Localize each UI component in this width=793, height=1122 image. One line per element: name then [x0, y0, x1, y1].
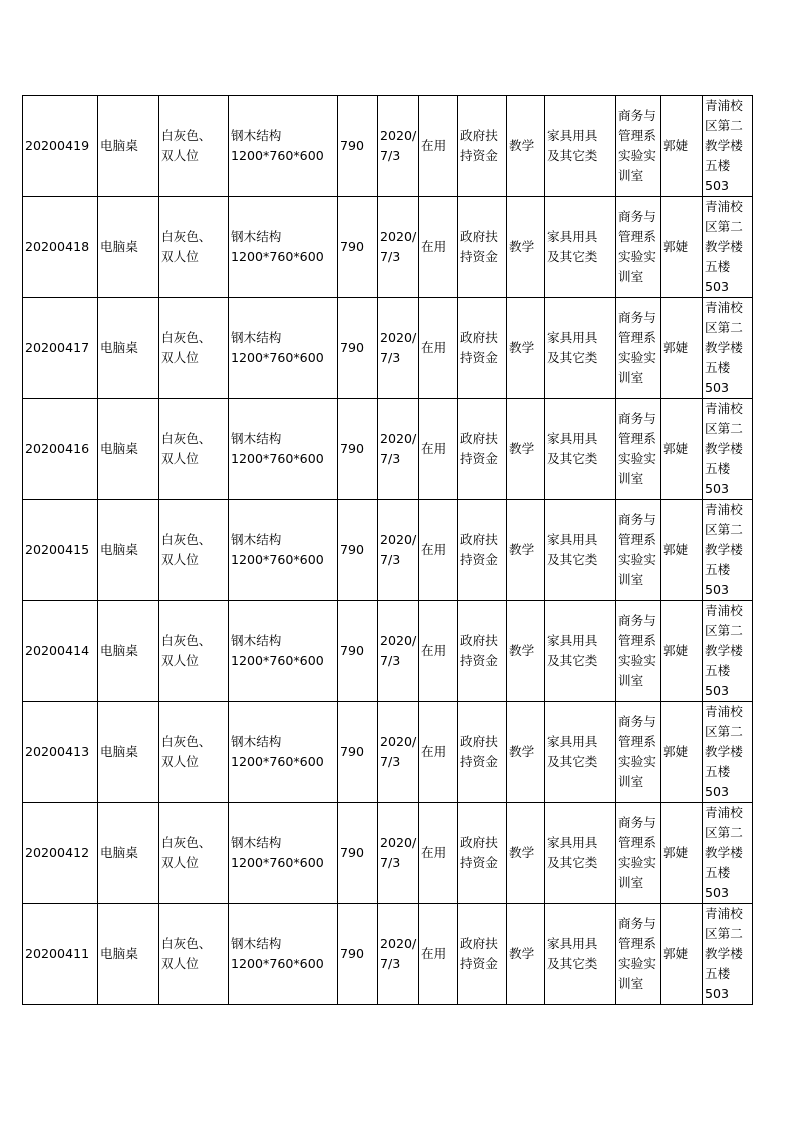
asset-name-cell: [98, 803, 159, 904]
purchase-date-text: 2020/ 7/3: [380, 734, 417, 769]
location-cell: [703, 399, 753, 500]
custodian-text: 郭婕: [663, 239, 689, 254]
price-text: 790: [340, 946, 365, 961]
price-cell: [338, 702, 378, 803]
structure-spec-cell: [229, 601, 338, 702]
structure-spec-text: 钢木结构 1200*760*600: [231, 633, 324, 668]
price-text: 790: [340, 744, 365, 759]
color-spec-cell: [159, 702, 229, 803]
asset-name-text: 电脑桌: [100, 643, 138, 658]
funding-source-text: 政府扶 持资金: [460, 532, 498, 567]
custodian-cell: [661, 298, 703, 399]
asset-id-text: 20200411: [25, 946, 90, 961]
price-cell: [338, 197, 378, 298]
location-cell: [703, 500, 753, 601]
purchase-date-cell: [378, 904, 419, 1005]
usage-text: 教学: [509, 542, 535, 557]
department-cell: [616, 197, 661, 298]
category-text: 家具用具 及其它类: [547, 532, 598, 567]
asset-id-cell: [23, 96, 98, 197]
custodian-cell: [661, 197, 703, 298]
asset-id-text: 20200413: [25, 744, 90, 759]
department-cell: [616, 298, 661, 399]
purchase-date-text: 2020/ 7/3: [380, 633, 417, 668]
purchase-date-text: 2020/ 7/3: [380, 330, 417, 365]
asset-id-text: 20200418: [25, 239, 90, 254]
usage-cell: [507, 298, 545, 399]
price-cell: [338, 399, 378, 500]
location-cell: [703, 702, 753, 803]
department-cell: [616, 904, 661, 1005]
funding-source-cell: [458, 904, 507, 1005]
custodian-cell: [661, 601, 703, 702]
structure-spec-cell: [229, 399, 338, 500]
status-text: 在用: [421, 744, 447, 759]
department-text: 商务与 管理系 实验实 训室: [618, 411, 656, 486]
structure-spec-text: 钢木结构 1200*760*600: [231, 330, 324, 365]
funding-source-text: 政府扶 持资金: [460, 330, 498, 365]
price-text: 790: [340, 441, 365, 456]
department-text: 商务与 管理系 实验实 训室: [618, 916, 656, 991]
structure-spec-cell: [229, 702, 338, 803]
purchase-date-text: 2020/ 7/3: [380, 431, 417, 466]
location-cell: [703, 601, 753, 702]
structure-spec-text: 钢木结构 1200*760*600: [231, 734, 324, 769]
structure-spec-text: 钢木结构 1200*760*600: [231, 835, 324, 870]
funding-source-cell: [458, 298, 507, 399]
asset-id-text: 20200412: [25, 845, 90, 860]
asset-name-cell: [98, 500, 159, 601]
usage-cell: [507, 399, 545, 500]
category-text: 家具用具 及其它类: [547, 835, 598, 870]
location-text: 青浦校 区第二 教学楼 五楼 503: [705, 98, 743, 193]
custodian-cell: [661, 803, 703, 904]
price-cell: [338, 96, 378, 197]
category-cell: [545, 399, 616, 500]
status-cell: [419, 601, 458, 702]
price-text: 790: [340, 239, 365, 254]
asset-id-cell: [23, 197, 98, 298]
price-text: 790: [340, 340, 365, 355]
price-cell: [338, 803, 378, 904]
location-text: 青浦校 区第二 教学楼 五楼 503: [705, 906, 743, 1001]
category-text: 家具用具 及其它类: [547, 633, 598, 668]
table-row: [23, 500, 753, 601]
asset-name-text: 电脑桌: [100, 441, 138, 456]
category-text: 家具用具 及其它类: [547, 229, 598, 264]
price-text: 790: [340, 138, 365, 153]
price-text: 790: [340, 643, 365, 658]
usage-cell: [507, 904, 545, 1005]
structure-spec-cell: [229, 298, 338, 399]
usage-text: 教学: [509, 643, 535, 658]
custodian-text: 郭婕: [663, 946, 689, 961]
purchase-date-cell: [378, 601, 419, 702]
category-cell: [545, 96, 616, 197]
table-row: [23, 399, 753, 500]
custodian-text: 郭婕: [663, 744, 689, 759]
category-text: 家具用具 及其它类: [547, 128, 598, 163]
funding-source-text: 政府扶 持资金: [460, 936, 498, 971]
category-text: 家具用具 及其它类: [547, 936, 598, 971]
table-row: [23, 601, 753, 702]
table-row: [23, 702, 753, 803]
purchase-date-cell: [378, 500, 419, 601]
color-spec-cell: [159, 298, 229, 399]
status-cell: [419, 904, 458, 1005]
structure-spec-cell: [229, 197, 338, 298]
location-cell: [703, 96, 753, 197]
structure-spec-text: 钢木结构 1200*760*600: [231, 128, 324, 163]
department-text: 商务与 管理系 实验实 训室: [618, 512, 656, 587]
custodian-cell: [661, 904, 703, 1005]
usage-text: 教学: [509, 845, 535, 860]
usage-text: 教学: [509, 138, 535, 153]
color-spec-text: 白灰色、双人位: [161, 936, 212, 971]
custodian-text: 郭婕: [663, 643, 689, 658]
status-cell: [419, 96, 458, 197]
asset-name-text: 电脑桌: [100, 340, 138, 355]
asset-id-cell: [23, 399, 98, 500]
status-text: 在用: [421, 542, 447, 557]
category-cell: [545, 601, 616, 702]
status-text: 在用: [421, 441, 447, 456]
funding-source-text: 政府扶 持资金: [460, 835, 498, 870]
asset-name-text: 电脑桌: [100, 239, 138, 254]
status-text: 在用: [421, 845, 447, 860]
usage-text: 教学: [509, 239, 535, 254]
usage-cell: [507, 96, 545, 197]
category-cell: [545, 500, 616, 601]
purchase-date-cell: [378, 96, 419, 197]
custodian-text: 郭婕: [663, 845, 689, 860]
custodian-text: 郭婕: [663, 542, 689, 557]
price-cell: [338, 500, 378, 601]
status-cell: [419, 197, 458, 298]
asset-id-text: 20200415: [25, 542, 90, 557]
category-cell: [545, 298, 616, 399]
location-text: 青浦校 区第二 教学楼 五楼 503: [705, 300, 743, 395]
color-spec-cell: [159, 197, 229, 298]
category-text: 家具用具 及其它类: [547, 431, 598, 466]
asset-name-text: 电脑桌: [100, 845, 138, 860]
status-text: 在用: [421, 946, 447, 961]
table-row: [23, 197, 753, 298]
asset-name-cell: [98, 298, 159, 399]
status-cell: [419, 298, 458, 399]
custodian-text: 郭婕: [663, 138, 689, 153]
custodian-cell: [661, 500, 703, 601]
usage-text: 教学: [509, 441, 535, 456]
price-text: 790: [340, 845, 365, 860]
purchase-date-cell: [378, 197, 419, 298]
asset-table: [22, 95, 753, 1005]
table-body: [23, 96, 753, 1005]
location-cell: [703, 904, 753, 1005]
location-text: 青浦校 区第二 教学楼 五楼 503: [705, 805, 743, 900]
asset-name-cell: [98, 197, 159, 298]
status-text: 在用: [421, 340, 447, 355]
table-row: [23, 96, 753, 197]
asset-id-cell: [23, 500, 98, 601]
department-cell: [616, 601, 661, 702]
purchase-date-text: 2020/ 7/3: [380, 835, 417, 870]
location-text: 青浦校 区第二 教学楼 五楼 503: [705, 704, 743, 799]
location-cell: [703, 197, 753, 298]
funding-source-text: 政府扶 持资金: [460, 633, 498, 668]
funding-source-text: 政府扶 持资金: [460, 431, 498, 466]
department-text: 商务与 管理系 实验实 训室: [618, 310, 656, 385]
purchase-date-cell: [378, 803, 419, 904]
usage-cell: [507, 197, 545, 298]
usage-cell: [507, 500, 545, 601]
department-text: 商务与 管理系 实验实 训室: [618, 815, 656, 890]
color-spec-text: 白灰色、双人位: [161, 229, 212, 264]
asset-name-cell: [98, 96, 159, 197]
structure-spec-cell: [229, 803, 338, 904]
asset-name-cell: [98, 601, 159, 702]
location-cell: [703, 298, 753, 399]
asset-name-text: 电脑桌: [100, 542, 138, 557]
price-cell: [338, 904, 378, 1005]
usage-text: 教学: [509, 946, 535, 961]
department-text: 商务与 管理系 实验实 训室: [618, 209, 656, 284]
asset-name-text: 电脑桌: [100, 138, 138, 153]
asset-name-cell: [98, 702, 159, 803]
funding-source-cell: [458, 500, 507, 601]
purchase-date-text: 2020/ 7/3: [380, 936, 417, 971]
department-cell: [616, 702, 661, 803]
structure-spec-cell: [229, 96, 338, 197]
funding-source-text: 政府扶 持资金: [460, 229, 498, 264]
funding-source-cell: [458, 96, 507, 197]
asset-id-cell: [23, 298, 98, 399]
status-text: 在用: [421, 239, 447, 254]
usage-text: 教学: [509, 744, 535, 759]
status-cell: [419, 702, 458, 803]
category-text: 家具用具 及其它类: [547, 330, 598, 365]
color-spec-text: 白灰色、双人位: [161, 431, 212, 466]
price-text: 790: [340, 542, 365, 557]
usage-cell: [507, 803, 545, 904]
color-spec-cell: [159, 96, 229, 197]
funding-source-text: 政府扶 持资金: [460, 734, 498, 769]
custodian-text: 郭婕: [663, 441, 689, 456]
category-cell: [545, 702, 616, 803]
color-spec-cell: [159, 601, 229, 702]
asset-id-text: 20200419: [25, 138, 90, 153]
color-spec-text: 白灰色、双人位: [161, 330, 212, 365]
color-spec-cell: [159, 904, 229, 1005]
purchase-date-text: 2020/ 7/3: [380, 128, 417, 163]
status-text: 在用: [421, 138, 447, 153]
department-text: 商务与 管理系 实验实 训室: [618, 613, 656, 688]
structure-spec-text: 钢木结构 1200*760*600: [231, 532, 324, 567]
color-spec-cell: [159, 803, 229, 904]
purchase-date-text: 2020/ 7/3: [380, 229, 417, 264]
custodian-cell: [661, 96, 703, 197]
structure-spec-cell: [229, 500, 338, 601]
department-text: 商务与 管理系 实验实 训室: [618, 108, 656, 183]
color-spec-cell: [159, 399, 229, 500]
department-cell: [616, 399, 661, 500]
status-cell: [419, 500, 458, 601]
asset-id-text: 20200416: [25, 441, 90, 456]
location-text: 青浦校 区第二 教学楼 五楼 503: [705, 502, 743, 597]
purchase-date-cell: [378, 298, 419, 399]
location-text: 青浦校 区第二 教学楼 五楼 503: [705, 401, 743, 496]
asset-name-text: 电脑桌: [100, 744, 138, 759]
color-spec-text: 白灰色、双人位: [161, 633, 212, 668]
purchase-date-cell: [378, 702, 419, 803]
location-text: 青浦校 区第二 教学楼 五楼 503: [705, 199, 743, 294]
structure-spec-text: 钢木结构 1200*760*600: [231, 431, 324, 466]
color-spec-text: 白灰色、双人位: [161, 734, 212, 769]
price-cell: [338, 601, 378, 702]
structure-spec-text: 钢木结构 1200*760*600: [231, 936, 324, 971]
custodian-text: 郭婕: [663, 340, 689, 355]
department-text: 商务与 管理系 实验实 训室: [618, 714, 656, 789]
funding-source-cell: [458, 601, 507, 702]
status-cell: [419, 803, 458, 904]
category-cell: [545, 904, 616, 1005]
category-text: 家具用具 及其它类: [547, 734, 598, 769]
asset-name-text: 电脑桌: [100, 946, 138, 961]
usage-cell: [507, 702, 545, 803]
color-spec-text: 白灰色、双人位: [161, 532, 212, 567]
asset-id-text: 20200414: [25, 643, 90, 658]
funding-source-cell: [458, 702, 507, 803]
asset-id-cell: [23, 702, 98, 803]
asset-name-cell: [98, 904, 159, 1005]
category-cell: [545, 803, 616, 904]
usage-cell: [507, 601, 545, 702]
color-spec-cell: [159, 500, 229, 601]
structure-spec-cell: [229, 904, 338, 1005]
category-cell: [545, 197, 616, 298]
funding-source-cell: [458, 803, 507, 904]
funding-source-text: 政府扶 持资金: [460, 128, 498, 163]
asset-id-cell: [23, 904, 98, 1005]
color-spec-text: 白灰色、双人位: [161, 128, 212, 163]
table-row: [23, 298, 753, 399]
color-spec-text: 白灰色、双人位: [161, 835, 212, 870]
table-row: [23, 904, 753, 1005]
department-cell: [616, 500, 661, 601]
custodian-cell: [661, 702, 703, 803]
price-cell: [338, 298, 378, 399]
location-cell: [703, 803, 753, 904]
funding-source-cell: [458, 399, 507, 500]
custodian-cell: [661, 399, 703, 500]
asset-id-cell: [23, 803, 98, 904]
department-cell: [616, 803, 661, 904]
funding-source-cell: [458, 197, 507, 298]
asset-id-cell: [23, 601, 98, 702]
asset-id-text: 20200417: [25, 340, 90, 355]
location-text: 青浦校 区第二 教学楼 五楼 503: [705, 603, 743, 698]
purchase-date-text: 2020/ 7/3: [380, 532, 417, 567]
department-cell: [616, 96, 661, 197]
status-cell: [419, 399, 458, 500]
table-row: [23, 803, 753, 904]
asset-name-cell: [98, 399, 159, 500]
status-text: 在用: [421, 643, 447, 658]
purchase-date-cell: [378, 399, 419, 500]
usage-text: 教学: [509, 340, 535, 355]
structure-spec-text: 钢木结构 1200*760*600: [231, 229, 324, 264]
